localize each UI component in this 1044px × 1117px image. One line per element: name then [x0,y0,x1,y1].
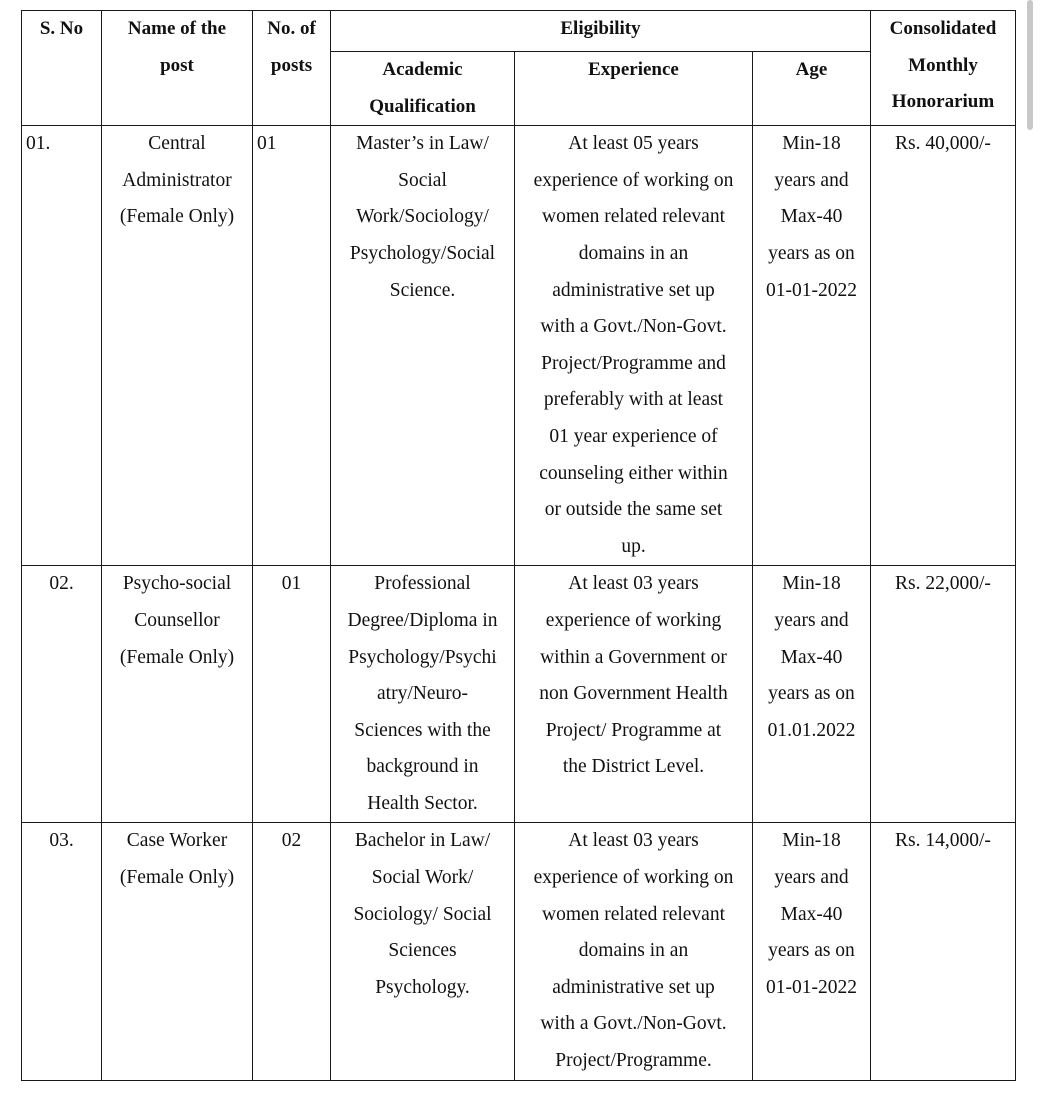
cell-qualification-line: Bachelor in Law/ [354,830,491,852]
cell-experience-line: experience of working on [533,169,734,191]
cell-post-name-line: Counsellor [134,609,220,631]
cell-qualification-line: Master’s in Law/ [356,133,489,155]
cell-age-line: Max-40 [780,206,843,228]
cell-age-line: Min-18 [782,573,841,595]
cell-post-name [102,823,253,1080]
cell-experience-line: the District Level. [562,756,705,778]
cell-age-line: years and [774,609,849,631]
cell-post-name-line: Case Worker [126,830,228,852]
cell-age-line: years and [774,169,849,191]
header-no-of-posts: No. of posts [253,11,331,126]
cell-qualification-line: Psychology. [375,976,470,998]
cell-age-line: years and [774,867,849,889]
header-post-name: Name of the post [102,11,253,126]
cell-experience-line: experience of working [545,609,722,631]
cell-experience [515,566,753,823]
cell-age-line: 01-01-2022 [766,976,857,998]
cell-qualification-line: Social Work/ [371,867,474,889]
cell-honorarium-line: Rs. 22,000/- [895,573,991,595]
cell-no-of-posts-line: 01 [281,573,302,595]
cell-experience-line: women related relevant [542,903,725,925]
cell-honorarium [871,566,1016,823]
cell-age-line: Max-40 [780,903,843,925]
cell-honorarium [871,126,1016,566]
cell-experience-line: women related relevant [542,206,725,228]
cell-age [753,566,871,823]
cell-age-line: years as on [768,683,855,705]
cell-experience-line: At least 03 years [568,830,699,852]
cell-qualification [331,126,515,566]
cell-experience-line: within a Government or [540,646,727,668]
cell-post-name-line: (Female Only) [119,206,235,228]
table-row [22,566,1016,823]
cell-experience-line: Project/Programme. [555,1050,712,1072]
cell-sno-line: 03. [49,830,74,852]
cell-qualification-line: Health Sector. [367,792,478,814]
cell-experience-line: up. [621,535,646,557]
cell-no-of-posts-line: 01 [257,133,277,155]
cell-no-of-posts [253,823,331,1080]
cell-sno-line: 01. [26,133,51,155]
cell-sno [22,566,102,823]
cell-age-line: Max-40 [780,646,843,668]
scrollbar-thumb[interactable] [1027,0,1033,130]
header-age: Age [753,52,871,126]
cell-experience-line: 01 year experience of [549,425,718,447]
header-honorarium: Consolidated Monthly Honorarium [871,11,1016,126]
cell-post-name-line: (Female Only) [119,646,235,668]
cell-age [753,126,871,566]
cell-post-name-line: Psycho-social [122,573,232,595]
cell-qualification-line: Sciences [388,940,457,962]
cell-experience-line: domains in an [578,940,689,962]
cell-qualification-line: Psychology/Psychi [348,646,497,668]
cell-qualification-line: background in [366,756,479,778]
cell-age-line: Min-18 [782,133,841,155]
cell-qualification-line: Psychology/Social [349,242,496,264]
cell-honorarium-line: Rs. 40,000/- [895,133,991,155]
cell-experience-line: Project/Programme and [541,352,726,374]
cell-experience-line: or outside the same set [544,499,723,521]
cell-age-line: 01.01.2022 [767,719,856,741]
header-row-1 [22,11,1016,52]
cell-post-name [102,566,253,823]
cell-experience-line: with a Govt./Non-Govt. [540,316,727,338]
cell-qualification-line: Sciences with the [354,719,491,741]
cell-experience [515,823,753,1080]
cell-honorarium-line: Rs. 14,000/- [895,830,991,852]
cell-age-line: years as on [768,242,855,264]
table-body [22,126,1016,1080]
cell-qualification [331,566,515,823]
cell-post-name-line: (Female Only) [119,867,235,889]
cell-experience-line: domains in an [578,242,689,264]
cell-age-line: 01-01-2022 [766,279,857,301]
header-eligibility: Eligibility [331,11,871,52]
cell-post-name-line: Central [148,133,206,155]
cell-experience-line: non Government Health [539,683,728,705]
cell-experience-line: At least 05 years [568,133,699,155]
cell-qualification-line: Social [398,169,447,191]
cell-experience-line: At least 03 years [568,573,699,595]
cell-qualification-line: Science. [389,279,456,301]
header-experience: Experience [515,52,753,126]
cell-qualification-line: Degree/Diploma in [347,609,498,631]
vacancy-table [21,10,1016,1081]
cell-no-of-posts [253,566,331,823]
header-sno: S. No [22,11,102,126]
cell-no-of-posts [253,126,331,566]
cell-qualification-line: atry/Neuro- [377,683,468,705]
cell-sno [22,823,102,1080]
cell-experience [515,126,753,566]
cell-post-name-line: Administrator [122,169,232,191]
cell-experience-line: experience of working on [533,867,734,889]
cell-experience-line: counseling either within [539,462,728,484]
table-row [22,823,1016,1080]
cell-honorarium [871,823,1016,1080]
cell-age-line: years as on [768,940,855,962]
cell-experience-line: administrative set up [552,279,715,301]
header-academic-qualification: Academic Qualification [331,52,515,126]
cell-no-of-posts-line: 02 [281,830,302,852]
cell-experience-line: Project/ Programme at [545,719,722,741]
cell-qualification [331,823,515,1080]
cell-experience-line: preferably with at least [543,389,724,411]
cell-age-line: Min-18 [782,830,841,852]
cell-sno-line: 02. [49,573,74,595]
cell-qualification-line: Sociology/ Social [353,903,492,925]
cell-post-name [102,126,253,566]
cell-age [753,823,871,1080]
cell-qualification-line: Professional [374,573,471,595]
cell-experience-line: administrative set up [552,976,715,998]
cell-experience-line: with a Govt./Non-Govt. [540,1013,727,1035]
cell-sno [22,126,102,566]
table-row [22,126,1016,566]
cell-qualification-line: Work/Sociology/ [356,206,489,228]
